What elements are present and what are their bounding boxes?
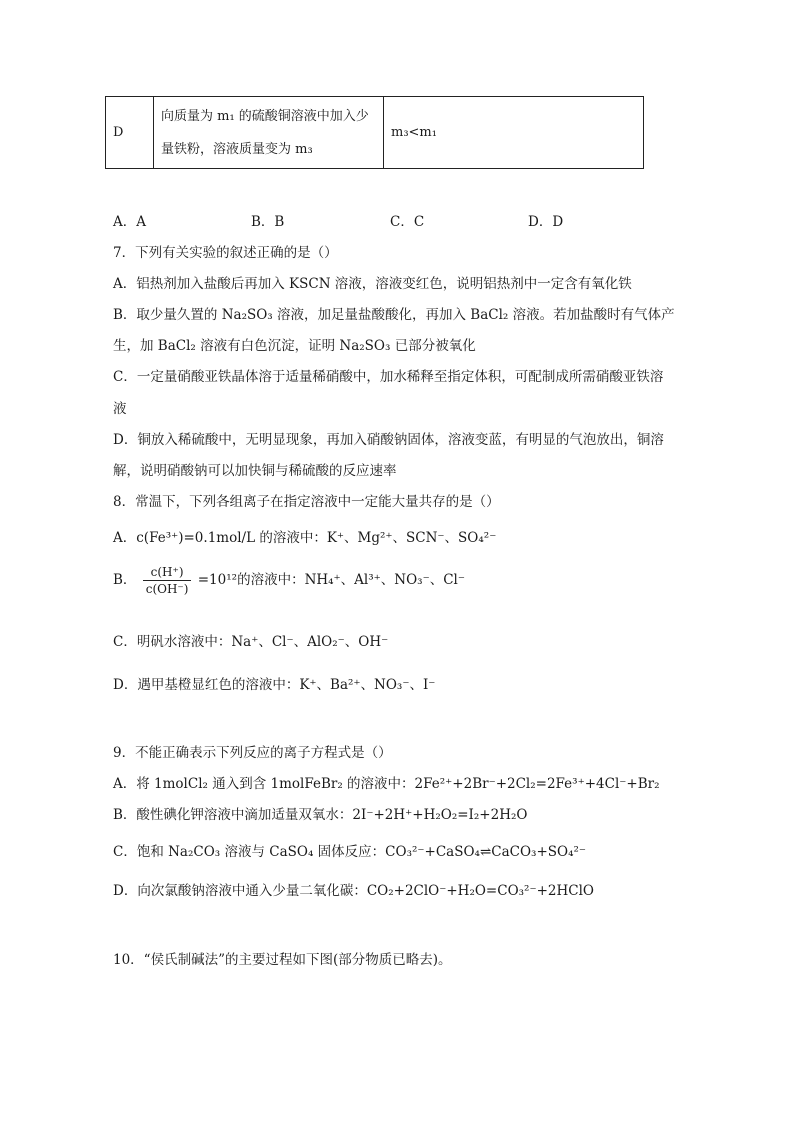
q9-option-a: A．将 1molCl₂ 通入到含 1molFeBr₂ 的溶液中：2Fe²⁺+2Br⁻+2Cl₂=2Fe³⁺+4Cl⁻+Br₂ bbox=[113, 776, 660, 792]
q8-option-a: A．c(Fe³⁺)=0.1mol/L 的溶液中：K⁺、Mg²⁺、SCN⁻、SO₄²⁻ bbox=[113, 530, 497, 546]
q9-option-b: B．酸性碘化钾溶液中滴加适量双氧水：2I⁻+2H⁺+H₂O₂=I₂+2H₂O bbox=[113, 807, 528, 823]
q6-choice-d: D．D bbox=[528, 214, 564, 230]
fraction-denominator: c(OH⁻) bbox=[145, 582, 189, 596]
row-description bbox=[154, 97, 384, 169]
q6-choice-c: C．C bbox=[390, 214, 425, 230]
q8-option-b-label: B． bbox=[113, 572, 137, 588]
ratio-fraction bbox=[143, 565, 192, 596]
q7-option-c-line2: 液 bbox=[113, 401, 127, 417]
q8-option-b bbox=[113, 565, 465, 596]
q8-option-d: D．遇甲基橙显红色的溶液中：K⁺、Ba²⁺、NO₃⁻、I⁻ bbox=[113, 677, 436, 693]
table-row bbox=[106, 97, 644, 169]
q8-option-c: C．明矾水溶液中：Na⁺、Cl⁻、AlO₂⁻、OH⁻ bbox=[113, 634, 389, 650]
fraction-numerator: c(H⁺) bbox=[143, 565, 192, 581]
q9-option-c: C．饱和 Na₂CO₃ 溶液与 CaSO₄ 固体反应：CO₃²⁻+CaSO₄⇌CaCO₃+SO₄²⁻ bbox=[113, 844, 587, 860]
q9-option-d: D．向次氯酸钠溶液中通入少量二氧化碳：CO₂+2ClO⁻+H₂O=CO₃²⁻+2HClO bbox=[113, 883, 594, 899]
q10-stem: 10．“侯氏制碱法”的主要过程如下图(部分物质已略去)。 bbox=[113, 952, 452, 968]
q7-option-a: A．铝热剂加入盐酸后再加入 KSCN 溶液，溶液变红色，说明铝热剂中一定含有氧化铁 bbox=[113, 276, 632, 292]
row-result: m₃<m₁ bbox=[384, 97, 644, 169]
q8-stem: 8．常温下，下列各组离子在指定溶液中一定能大量共存的是（） bbox=[113, 494, 500, 510]
q7-option-d-line2: 解，说明硝酸钠可以加快铜与稀硫酸的反应速率 bbox=[113, 463, 397, 479]
q7-option-b-line2: 生，加 BaCl₂ 溶液有白色沉淀，证明 Na₂SO₃ 已部分被氧化 bbox=[113, 338, 476, 354]
q7-option-b-line1: B．取少量久置的 Na₂SO₃ 溶液，加足量盐酸酸化，再加入 BaCl₂ 溶液。若加盐酸时有气体产 bbox=[113, 307, 675, 323]
row-description-line2: 量铁粉，溶液质量变为 m₃ bbox=[161, 141, 313, 157]
q7-option-d-line1: D．铜放入稀硫酸中，无明显现象，再加入硝酸钠固体，溶液变蓝，有明显的气泡放出，铜溶 bbox=[113, 432, 664, 448]
q6-choice-a: A．A bbox=[113, 214, 146, 230]
row-label: D bbox=[106, 97, 154, 169]
q9-stem: 9．不能正确表示下列反应的离子方程式是（） bbox=[113, 745, 392, 761]
q7-stem: 7．下列有关实验的叙述正确的是（） bbox=[113, 245, 338, 261]
q7-option-c-line1: C．一定量硝酸亚铁晶体溶于适量稀硝酸中，加水稀释至指定体积，可配制成所需硝酸亚铁溶 bbox=[113, 369, 664, 385]
q6-choice-b: B．B bbox=[251, 214, 285, 230]
q8-option-b-rest: =10¹²的溶液中：NH₄⁺、Al³⁺、NO₃⁻、Cl⁻ bbox=[197, 572, 465, 588]
row-description-line1: 向质量为 m₁ 的硫酸铜溶液中加入少 bbox=[161, 108, 369, 124]
option-table bbox=[105, 96, 644, 169]
